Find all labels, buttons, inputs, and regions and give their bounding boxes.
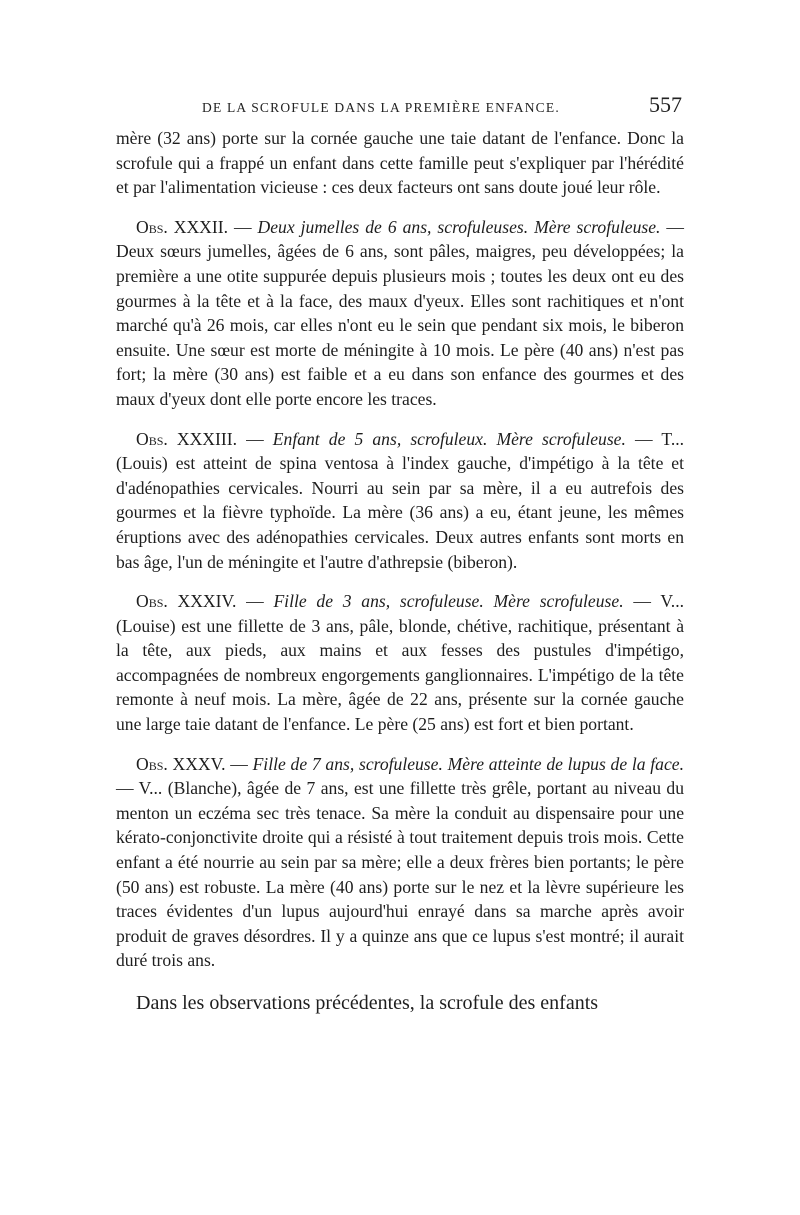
observation-35 [116, 752, 684, 973]
observation-label: Obs. XXXV. [136, 753, 226, 774]
running-header [116, 92, 684, 126]
observation-title: Fille de 3 ans, scrofuleuse. Mère scrofuleuse. [273, 591, 624, 612]
observation-dash: — [236, 428, 273, 449]
observation-text: — V... (Louise) est une fillette de 3 ans, pâle, blonde, chétive, rachitique, présentant à la tête, aux pieds, aux mains et aux fesses des pustules d'impétigo, accompagnées de nombreux engorgements ganglionnaires. L'impétigo de la tête remonte à neuf mois. La mère, âgée de 22 ans, présente sur la cornée gauche une large taie datant de l'enfance. Le père (25 ans) est fort et bien portant. [116, 591, 684, 735]
observation-dash: — [225, 753, 253, 774]
observation-text: — Deux sœurs jumelles, âgées de 6 ans, sont pâles, maigres, peu développées; la première a une otite suppurée depuis plusieurs mois ; toutes les deux ont eu des gourmes à la tête et à la face, des maux d'yeux. Elles sont rachitiques et n'ont marché qu'à 26 mois, car elles n'ont eu le sein que pendant six mois, le biberon ensuite. Une sœur est morte de méningite à 10 mois. Le père (40 ans) n'est pas fort; la mère (30 ans) est faible et a eu dans son enfance des gourmes et des maux d'yeux dont elle porte encore les traces. [116, 216, 685, 409]
observation-label: Obs. XXXIII. [136, 428, 237, 449]
observation-dash: — [228, 216, 258, 237]
observation-dash: — [236, 591, 274, 612]
paragraph-continuation [116, 126, 684, 200]
paragraph-gap [116, 200, 684, 215]
observation-label: Obs. XXXII. [136, 216, 228, 237]
page-number: 557 [649, 92, 682, 117]
observation-label: Obs. XXXIV. [136, 591, 237, 612]
observation-title: Enfant de 5 ans, scrofuleux. Mère scrofuleuse. [272, 428, 626, 449]
observation-32 [116, 215, 684, 412]
observation-34 [116, 589, 684, 737]
paragraph-text: Dans les observations précédentes, la scrofule des enfants [136, 992, 599, 1014]
running-title: DE LA SCROFULE DANS LA PREMIÈRE ENFANCE. [202, 100, 560, 115]
observation-33 [116, 427, 684, 575]
paragraph-text: mère (32 ans) porte sur la cornée gauche une taie datant de l'enfance. Donc la scrofule qui a frappé un enfant dans cette famille peut s'expliquer par l'hérédité et par l'alimentation vicieuse : ces deux facteurs ont sans doute joué leur rôle. [116, 128, 684, 198]
observation-title: Fille de 7 ans, scrofuleuse. Mère atteinte de lupus de la face. [252, 753, 684, 774]
observation-text: — T... (Louis) est atteint de spina ventosa à l'index gauche, d'impétigo à la tête et d'adénopathies cervicales. Nourri au sein par sa mère, il a eu autrefois des gourmes et la fièvre typhoïde. La mère (36 ans) a eu, étant jeune, les mêmes éruptions avec des adénopathies cervicales. Deux autres enfants sont morts en bas âge, l'un de méningite et l'autre d'athrepsie (biberon). [116, 428, 685, 572]
book-page [116, 92, 684, 1017]
paragraph-gap [116, 737, 684, 752]
observation-text: — V... (Blanche), âgée de 7 ans, est une fillette très grêle, portant au niveau du menton un eczéma sec très tenace. Sa mère la conduit au dispensaire pour une kérato-conjonctivite droite qui a résisté à tout traitement depuis trois mois. Cette enfant a été nourrie au sein par sa mère; elle a deux frères bien portants; le père (50 ans) est robuste. La mère (40 ans) porte sur le nez et la lèvre supérieure les traces évidentes d'un lupus aujourd'hui enrayé dans sa marche après avoir produit de graves désordres. Il y a quinze ans que ce lupus s'est montré; il aurait duré trois ans. [116, 778, 684, 971]
observation-title: Deux jumelles de 6 ans, scrofuleuses. Mère scrofuleuse. [257, 216, 661, 237]
paragraph-final [116, 989, 684, 1017]
paragraph-gap [116, 574, 684, 589]
paragraph-gap [116, 412, 684, 427]
